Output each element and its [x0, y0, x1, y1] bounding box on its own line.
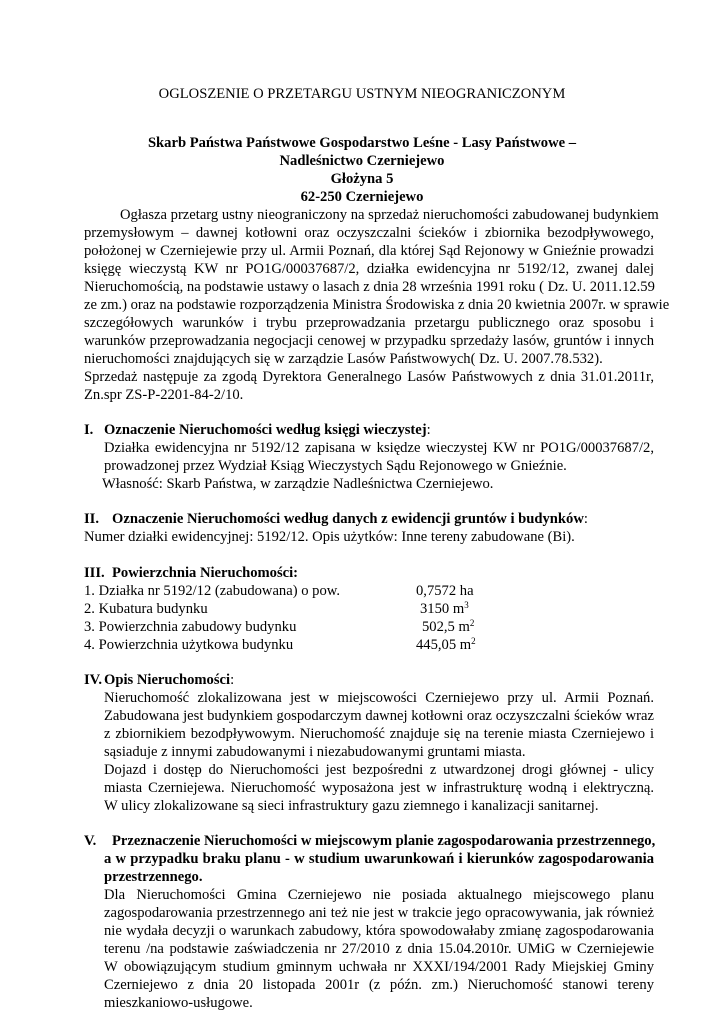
area-row-value — [420, 600, 469, 618]
intro-line: nieruchomości znajdujących się w zarządzie Lasów Państwowych( Dz. U. 2007.78.532). — [84, 351, 603, 367]
section-line: prowadzonej przez Wydział Ksiąg Wieczystych Sądu Rejonowego w Gnieźnie. — [104, 458, 567, 474]
section-line: sąsiaduje z innymi zabudowanymi i niezabudowanymi gruntami miasta. — [104, 744, 526, 760]
section-heading: Przeznaczenie Nieruchomości w miejscowym planie zagospodarowania przestrzennego, — [112, 833, 656, 849]
intro-line: ze zm.) oraz na podstawie rozporządzenia Ministra Środowiska z dnia 20 kwietnia 2007r. w sprawie — [84, 297, 670, 313]
ownership-line: Własność: Skarb Państwa, w zarządzie Nadleśnictwa Czerniejewo. — [102, 476, 494, 492]
area-row-value — [416, 636, 476, 654]
area-row-label: 1. Działka nr 5192/12 (zabudowana) o pow. — [84, 583, 340, 599]
area-row-value — [422, 618, 474, 636]
section-line: terenu /na podstawie zaświadczenia nr 27/2010 z dnia 15.04.2010r. UMiG w Czerniejewie — [104, 941, 654, 957]
intro-line: szczegółowych warunków i trybu przeprowadzania przetargu publicznego oraz sposobu i — [84, 315, 654, 331]
section-line: Czerniejewo z dnia 20 listopada 2001r (z późn. zm.) Nieruchomość stanowi tereny — [104, 977, 654, 993]
section-line: Działka ewidencyjna nr 5192/12 zapisana w księdze wieczystej KW nr PO1G/00037687/2, — [104, 440, 654, 456]
document-title: OGLOSZENIE O PRZETARGU USTNYM NIEOGRANICZONYM — [158, 86, 566, 102]
org-address-line2: 62-250 Czerniejewo — [300, 189, 424, 205]
section-number: II. — [84, 511, 100, 527]
area-unit-exponent: 2 — [471, 636, 476, 646]
section-line: Nieruchomość zlokalizowana jest w miejscowości Czerniejewo przy ul. Armii Poznań. — [104, 690, 654, 706]
section-line: Dla Nieruchomości Gmina Czerniejewo nie posiada aktualnego miejscowego planu — [104, 887, 654, 903]
section-line: z zbiornikiem bezodpływowym. Nieruchomość znajduje się na terenie miasta Czerniejewo i — [104, 726, 654, 742]
section-heading-colon: : — [426, 422, 431, 438]
section-heading-text: Oznaczenie Nieruchomości według danych z ewidencji gruntów i budynków — [112, 511, 584, 527]
section-line: W ulicy zlokalizowane są sieci infrastruktury gazu ziemnego i kanalizacji sanitarnej. — [104, 798, 599, 814]
intro-line: przemysłowym – dawnej kotłowni oraz oczyszczalni ścieków i zbiornika bezodpływowego, — [84, 225, 654, 241]
area-value-text: 502,5 m — [422, 619, 470, 635]
org-name-line2: Nadleśnictwo Czerniejewo — [279, 153, 445, 169]
section-line: Numer działki ewidencyjnej: 5192/12. Opis użytków: Inne tereny zabudowane (Bi). — [84, 529, 575, 545]
section-number: III. — [84, 565, 105, 581]
section-heading — [104, 671, 234, 689]
section-number: IV. — [84, 672, 102, 688]
section-line: nie wydała decyzji o warunkach zabudowy, która spowodowałaby zmianę zagospodarowania — [104, 923, 654, 939]
area-unit-exponent: 2 — [469, 618, 475, 628]
section-number: V. — [84, 833, 97, 849]
section-line: Zabudowana jest budynkiem gospodarczym dawnej kotłowni oraz oczyszczalni ścieków wraz — [104, 708, 654, 724]
section-heading-text: Opis Nieruchomości — [104, 672, 231, 688]
section-line: W obowiązującym studium gminnym uchwała nr XXXI/194/2001 Rady Miejskiej Gminy — [104, 959, 654, 975]
section-line: Dojazd i dostęp do Nieruchomości jest bezpośredni z utwardzonej drogi głównej - ulicy — [104, 762, 654, 778]
section-line: miasta Czerniejewa. Nieruchomość wyposażona jest w infrastrukturę wodną i elektryczną. — [104, 780, 654, 796]
intro-line: Zn.spr ZS-P-2201-84-2/10. — [84, 387, 244, 403]
section-heading — [104, 421, 431, 439]
org-name-line1: Skarb Państwa Państwowe Gospodarstwo Leśne - Lasy Państwowe – — [147, 135, 577, 151]
area-value-text: 3150 m — [420, 601, 465, 617]
section-heading: a w przypadku braku planu - w studium uwarunkowań i kierunków zagospodarowania — [104, 851, 654, 867]
section-heading-colon: : — [583, 511, 588, 527]
section-heading-text: Oznaczenie Nieruchomości według księgi wieczystej — [104, 422, 427, 438]
section-heading: przestrzennego. — [104, 869, 203, 885]
area-row-label: 4. Powierzchnia użytkowa budynku — [84, 637, 294, 653]
section-heading-colon: : — [230, 672, 235, 688]
intro-line: księgę wieczystą KW nr PO1G/00037687/2, działka ewidencyjna nr 5192/12, zwanej dalej — [84, 261, 654, 277]
area-value-text: 445,05 m — [416, 637, 472, 653]
intro-line: Nieruchomością, na podstawie ustawy o lasach z dnia 28 września 1991 roku ( Dz. U. 2011.12.59 — [84, 279, 655, 295]
org-address-line1: Głożyna 5 — [330, 171, 394, 187]
area-row-value: 0,7572 ha — [416, 583, 474, 599]
intro-line: położonej w Czerniejewie przy ul. Armii Poznań, dla której Sąd Rejonowy w Gnieźnie prowadzi — [84, 243, 654, 259]
section-line: mieszkaniowo-usługowe. — [104, 995, 253, 1011]
area-row-label: 3. Powierzchnia zabudowy budynku — [84, 619, 297, 635]
area-unit-exponent: 3 — [464, 600, 469, 610]
section-line: zagospodarowania przestrzennego ani też nie jest w trakcie jego opracowywania, jak również — [104, 905, 654, 921]
section-number: I. — [84, 422, 94, 438]
section-heading — [112, 510, 588, 528]
intro-line: warunków przeprowadzania negocjacji cenowej w przypadku sprzedaży lasów, gruntów i innych — [84, 333, 654, 349]
section-heading: Powierzchnia Nieruchomości: — [112, 565, 299, 581]
area-row-label: 2. Kubatura budynku — [84, 601, 208, 617]
intro-line: Ogłasza przetarg ustny nieograniczony na sprzedaż nieruchomości zabudowanej budynkiem — [120, 207, 659, 223]
intro-line: Sprzedaż następuje za zgodą Dyrektora Generalnego Lasów Państwowych z dnia 31.01.2011r, — [84, 369, 654, 385]
